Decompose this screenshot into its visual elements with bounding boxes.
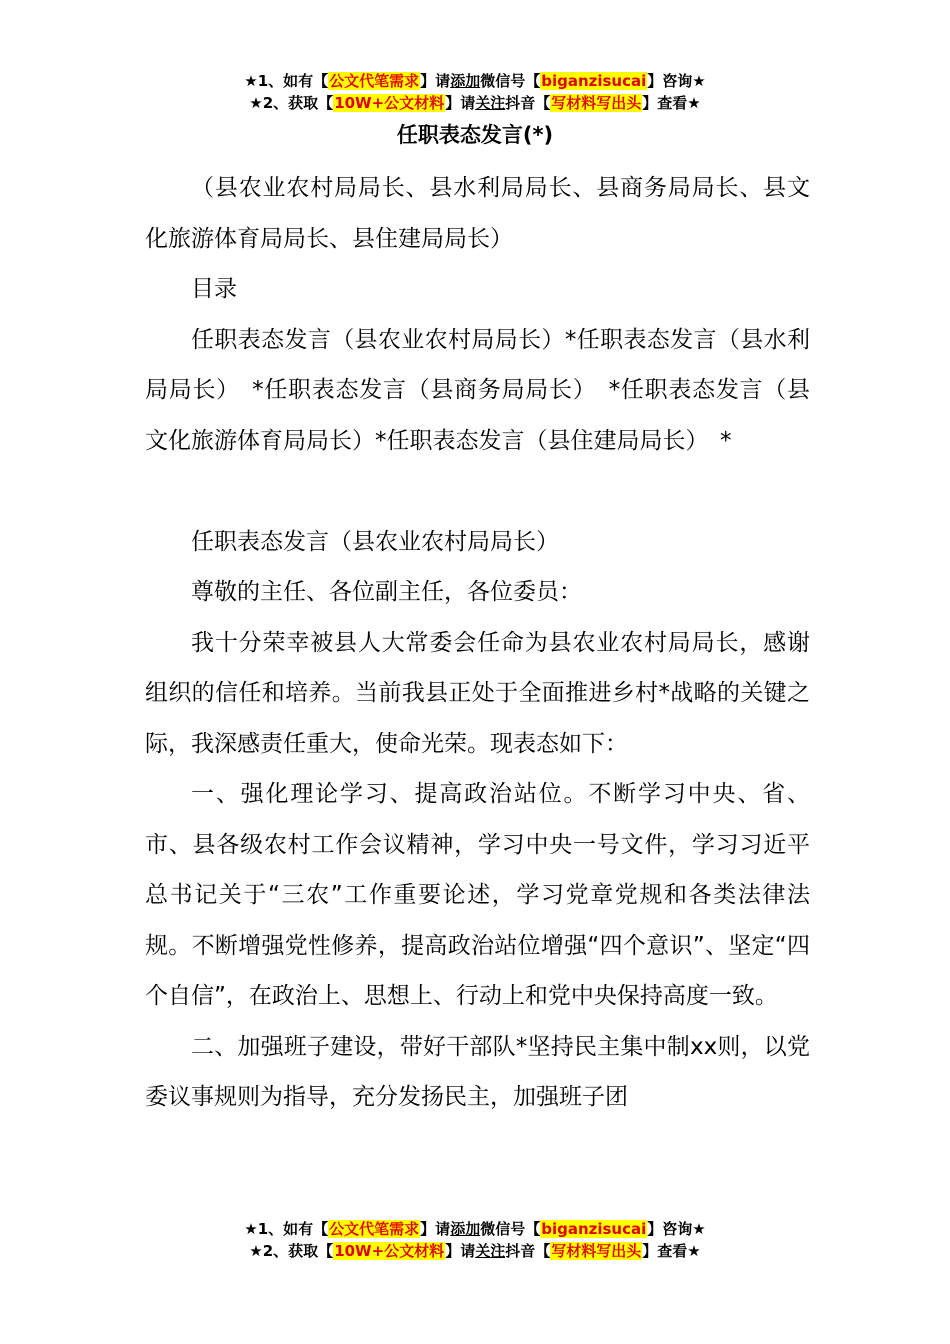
- banner-line-1: [0, 1218, 950, 1240]
- banner-text: 抖音【: [505, 94, 551, 112]
- underlined-add: 添加: [450, 72, 481, 90]
- banner-text: ★2、获取【: [249, 94, 334, 112]
- highlight-service: 公文代笔需求: [329, 1220, 420, 1238]
- banner-text: 】咨询★: [647, 1220, 706, 1238]
- document-body: [145, 163, 810, 1123]
- banner-text: 】咨询★: [647, 72, 706, 90]
- top-banner: [0, 70, 950, 114]
- banner-text: 】请: [420, 72, 451, 90]
- banner-line-1: [0, 70, 950, 92]
- body-paragraph: 二、加强班子建设，带好干部队*坚持民主集中制xx则，以党委议事规则为指导，充分发扬民主，加强班子团: [145, 1033, 810, 1110]
- salutation: 尊敬的主任、各位副主任，各位委员：: [191, 579, 582, 605]
- banner-text: 】请: [445, 94, 476, 112]
- underlined-follow: 关注: [475, 94, 506, 112]
- blank-line: [145, 466, 810, 517]
- banner-text: 】请: [445, 1242, 476, 1260]
- section-heading: 任职表态发言（县农业农村局局长）: [191, 528, 559, 555]
- underlined-follow: 关注: [475, 1242, 506, 1260]
- banner-text: ★2、获取【: [249, 1242, 334, 1260]
- banner-text: 微信号【: [480, 1220, 541, 1238]
- highlight-douyin-id[interactable]: 写材料写出头: [551, 1242, 642, 1260]
- banner-text: 】请: [420, 1220, 451, 1238]
- body-paragraph: 一、强化理论学习、提高政治站位。不断学习中央、省、市、县各级农村工作会议精神，学习中央一号文件，学习习近平总书记关于“三农”工作重要论述，学习党章党规和各类法律法规。不断增强党性修养，提高政治站位增强“四个意识”、坚定“四个自信”，在政治上、思想上、行动上和党中央保持高度一致。: [145, 781, 810, 1009]
- document-title: 任职表态发言(*): [396, 123, 554, 147]
- highlight-materials: 10W+公文材料: [334, 94, 445, 112]
- toc-entries: 任职表态发言（县农业农村局局长）*任职表态发言（县水利局局长） *任职表态发言（县商务局局长） *任职表态发言（县文化旅游体育局局长）*任职表态发言（县住建局局长） *: [145, 326, 810, 454]
- highlight-wechat-id[interactable]: biganzisucai: [541, 72, 647, 90]
- banner-text: ★1、如有【: [244, 72, 329, 90]
- subtitle-paragraph: （县农业农村局局长、县水利局局长、县商务局局长、县文化旅游体育局局长、县住建局局长）: [145, 175, 810, 252]
- body-paragraph: 我十分荣幸被县人大常委会任命为县农业农村局局长，感谢组织的信任和培养。当前我县正处于全面推进乡村*战略的关键之际，我深感责任重大，使命光荣。现表态如下：: [145, 629, 810, 757]
- banner-line-2: [0, 92, 950, 114]
- highlight-wechat-id[interactable]: biganzisucai: [541, 1220, 647, 1238]
- banner-text: ★1、如有【: [244, 1220, 329, 1238]
- underlined-add: 添加: [450, 1220, 481, 1238]
- banner-text: 微信号【: [480, 72, 541, 90]
- highlight-service: 公文代笔需求: [329, 72, 420, 90]
- toc-heading: 目录: [191, 276, 237, 302]
- banner-text: 】查看★: [642, 94, 701, 112]
- banner-text: 抖音【: [505, 1242, 551, 1260]
- highlight-douyin-id[interactable]: 写材料写出头: [551, 94, 642, 112]
- banner-text: 】查看★: [642, 1242, 701, 1260]
- banner-line-2: [0, 1240, 950, 1262]
- bottom-banner: [0, 1218, 950, 1262]
- highlight-materials: 10W+公文材料: [334, 1242, 445, 1260]
